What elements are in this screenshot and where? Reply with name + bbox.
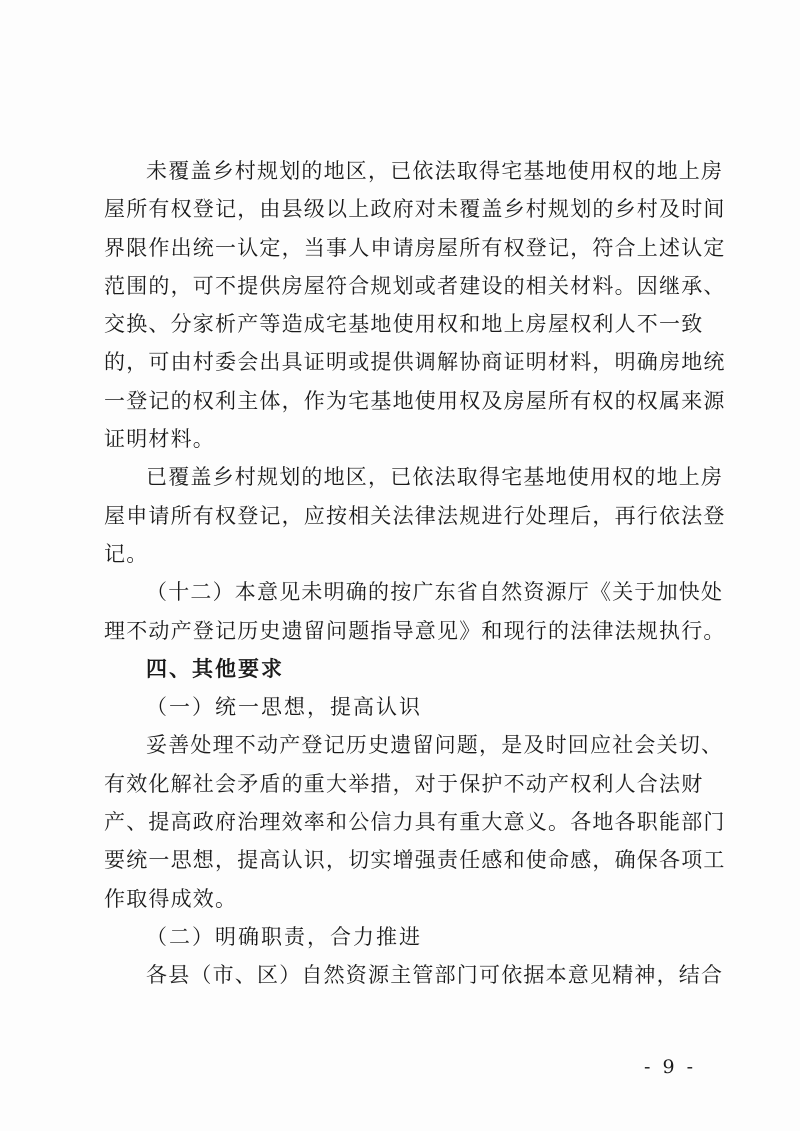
paragraph-line: 屋申请所有权登记，应按相关法律法规进行处理后，再行依法登 [104, 503, 726, 528]
paragraph-line: 界限作出统一认定，当事人申请房屋所有权登记，符合上述认定 [104, 235, 726, 260]
paragraph-line: 屋所有权登记，由县级以上政府对未覆盖乡村规划的乡村及时间 [104, 197, 726, 222]
paragraph-line: 有效化解社会矛盾的重大举措，对于保护不动产权利人合法财 [104, 771, 704, 796]
subsection-heading: （二）明确职责，合力推进 [146, 924, 422, 949]
paragraph-line: 理不动产登记历史遗留问题指导意见》和现行的法律法规执行。 [104, 618, 726, 643]
paragraph-line: 的，可由村委会出具证明或提供调解协商证明材料，明确房地统 [104, 350, 726, 375]
paragraph-line: 未覆盖乡村规划的地区，已依法取得宅基地使用权的地上房 [146, 159, 724, 183]
paragraph-line: 要统一思想，提高认识，切实增强责任感和使命感，确保各项工 [104, 848, 726, 873]
paragraph-line: 产、提高政府治理效率和公信力具有重大意义。各地各职能部门 [104, 810, 726, 835]
paragraph-line: 交换、分家析产等造成宅基地使用权和地上房屋权利人不一致 [104, 312, 704, 337]
section-heading: 四、其他要求 [146, 656, 284, 681]
paragraph-line: 作取得成效。 [104, 886, 238, 911]
body-text [104, 152, 726, 995]
paragraph-line: （十二）本意见未明确的按广东省自然资源厅《关于加快处 [146, 580, 724, 605]
paragraph-line: 一登记的权利主体，作为宅基地使用权及房屋所有权的权属来源 [104, 388, 726, 413]
paragraph-line: 记。 [104, 541, 149, 566]
paragraph-line: 范围的，可不提供房屋符合规划或者建设的相关材料。因继承、 [104, 273, 726, 298]
paragraph-line: 妥善处理不动产登记历史遗留问题，是及时回应社会关切、 [146, 733, 724, 758]
paragraph-line: 各县（市、区）自然资源主管部门可依据本意见精神，结合 [146, 963, 724, 988]
page-number: - 9 - [643, 1056, 696, 1078]
paragraph-line: 已覆盖乡村规划的地区，已依法取得宅基地使用权的地上房 [146, 465, 724, 490]
paragraph-line: 证明材料。 [104, 427, 215, 452]
subsection-heading: （一）统一思想，提高认识 [146, 695, 422, 720]
